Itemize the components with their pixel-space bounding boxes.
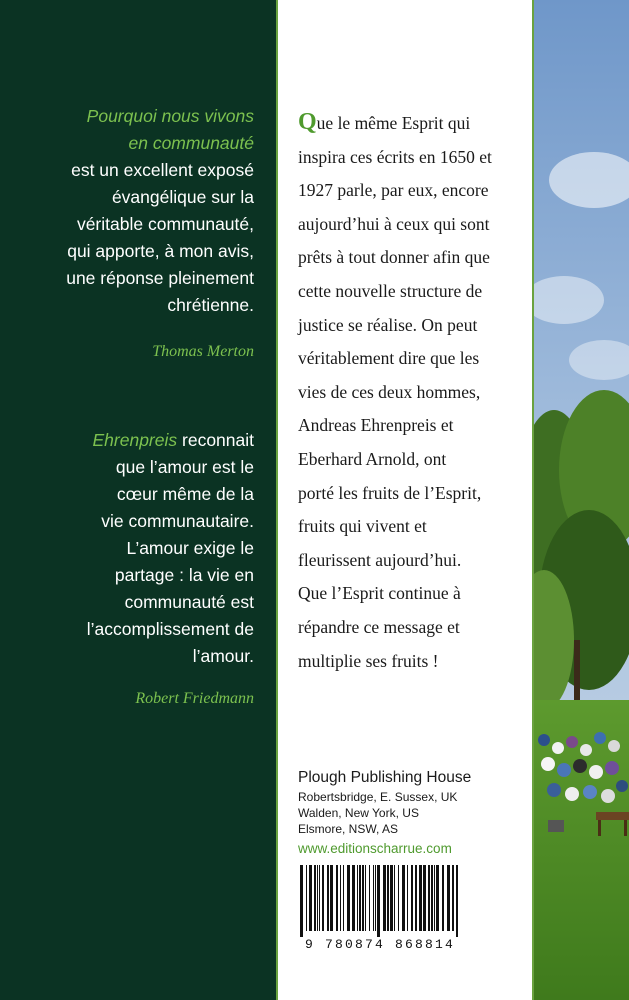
description-panel [278, 0, 534, 1000]
quote-line-rest: reconnait [177, 430, 254, 450]
quote-line: l’amour. [192, 646, 254, 666]
quote-line: est un excellent exposé [71, 160, 254, 180]
publisher-address: Robertsbridge, E. Sussex, UK [298, 790, 458, 804]
barcode-bar [377, 865, 380, 937]
barcode-bar [330, 865, 333, 931]
barcode-bar [390, 865, 393, 931]
endorsement-friedmann [14, 427, 254, 670]
quote-line: évangélique sur la [111, 187, 254, 207]
author-merton: Thomas Merton [152, 343, 254, 360]
barcode-bar [419, 865, 422, 931]
body-line-rest: ue le même Esprit qui [316, 113, 471, 133]
barcode [298, 865, 462, 937]
barcode-bar [317, 865, 318, 931]
barcode-bar [452, 865, 454, 931]
barcode-bar [434, 865, 435, 931]
body-line: répandre ce message et [298, 616, 460, 637]
body-line: vies de ces deux hommes, [298, 381, 481, 402]
barcode-bar [365, 865, 366, 931]
quote-line: une réponse pleinement [66, 268, 254, 288]
barcode-bar [436, 865, 439, 931]
barcode-bar [423, 865, 426, 931]
body-line: fruits qui vivent et [298, 516, 427, 537]
barcode-bar [336, 865, 338, 931]
publisher-block [298, 767, 530, 859]
quote-line: chrétienne. [167, 295, 254, 315]
barcode-bar [447, 865, 450, 931]
barcode-bar [375, 865, 376, 931]
quote-line: partage : la vie en [114, 565, 254, 585]
endorsement-panel [0, 0, 276, 1000]
barcode-bar [309, 865, 312, 931]
barcode-bar [456, 865, 458, 937]
barcode-bar [340, 865, 341, 931]
body-line: aujourd’hui à ceux qui sont [298, 213, 490, 234]
quote-line: véritable communauté, [76, 214, 254, 234]
endorsement-merton [14, 103, 254, 319]
barcode-bar [383, 865, 386, 931]
quote-line: vie communautaire. [101, 511, 254, 531]
author-friedmann: Robert Friedmann [135, 690, 254, 707]
quote-line: cœur même de la [116, 484, 254, 504]
park-gathering-photo [534, 0, 629, 1000]
body-line: inspira ces écrits en 1650 et [298, 146, 492, 167]
name-ehrenpreis: Ehrenpreis [92, 430, 178, 450]
quote-line: que l’amour est le [115, 457, 254, 477]
isbn-number: 9 780874 868814 [304, 937, 456, 952]
barcode-bar [300, 865, 303, 937]
publisher-website[interactable]: www.editionscharrue.com [298, 841, 452, 856]
book-title-line1: Pourquoi nous vivons [86, 106, 254, 126]
barcode-bar [387, 865, 389, 931]
quote-line: L’amour exige le [126, 538, 254, 558]
body-line: véritablement dire que les [298, 348, 480, 369]
description-text [298, 106, 530, 678]
barcode-bar [359, 865, 361, 931]
barcode-graphic [298, 865, 462, 937]
quote-line: communauté est [124, 592, 254, 612]
barcode-bar [415, 865, 417, 931]
quote-line [14, 427, 254, 454]
body-line: fleurissent aujourd’hui. [298, 549, 462, 570]
body-line: multiplie ses fruits ! [298, 650, 439, 671]
barcode-bar [322, 865, 324, 931]
publisher-address: Walden, New York, US [298, 806, 419, 820]
quote-line: l’accomplissement de [86, 619, 254, 639]
drop-cap: Q [298, 109, 317, 135]
publisher-address: Elsmore, NSW, AS [298, 822, 399, 836]
barcode-bar [352, 865, 355, 931]
publisher-name: Plough Publishing House [298, 769, 472, 786]
barcode-bar [357, 865, 358, 931]
body-line: cette nouvelle structure de [298, 280, 483, 301]
body-line: Que l’Esprit continue à [298, 583, 461, 604]
body-line: porté les fruits de l’Esprit, [298, 482, 482, 503]
barcode-bar [428, 865, 430, 931]
barcode-bar [327, 865, 329, 931]
cover-photo [534, 0, 629, 1000]
body-line: Eberhard Arnold, ont [298, 448, 447, 469]
body-line: Andreas Ehrenpreis et [298, 415, 454, 436]
book-title-line2: en communauté [128, 133, 254, 153]
barcode-bar [442, 865, 444, 931]
body-line: prêts à tout donner afin que [298, 247, 490, 268]
barcode-bar [306, 865, 307, 931]
body-line [298, 106, 530, 141]
barcode-bar [431, 865, 433, 931]
barcode-bar [373, 865, 374, 931]
barcode-bar [343, 865, 344, 931]
barcode-bar [319, 865, 320, 931]
barcode-bar [362, 865, 364, 931]
barcode-bar [394, 865, 395, 931]
body-line: 1927 parle, par eux, encore [298, 180, 489, 201]
barcode-bar [369, 865, 370, 931]
barcode-bar [398, 865, 399, 931]
barcode-bar [407, 865, 408, 931]
barcode-bar [402, 865, 405, 931]
barcode-bar [347, 865, 350, 931]
quote-line: qui apporte, à mon avis, [67, 241, 254, 261]
barcode-bar [314, 865, 316, 931]
body-line: justice se réalise. On peut [298, 314, 478, 335]
barcode-bar [411, 865, 413, 931]
